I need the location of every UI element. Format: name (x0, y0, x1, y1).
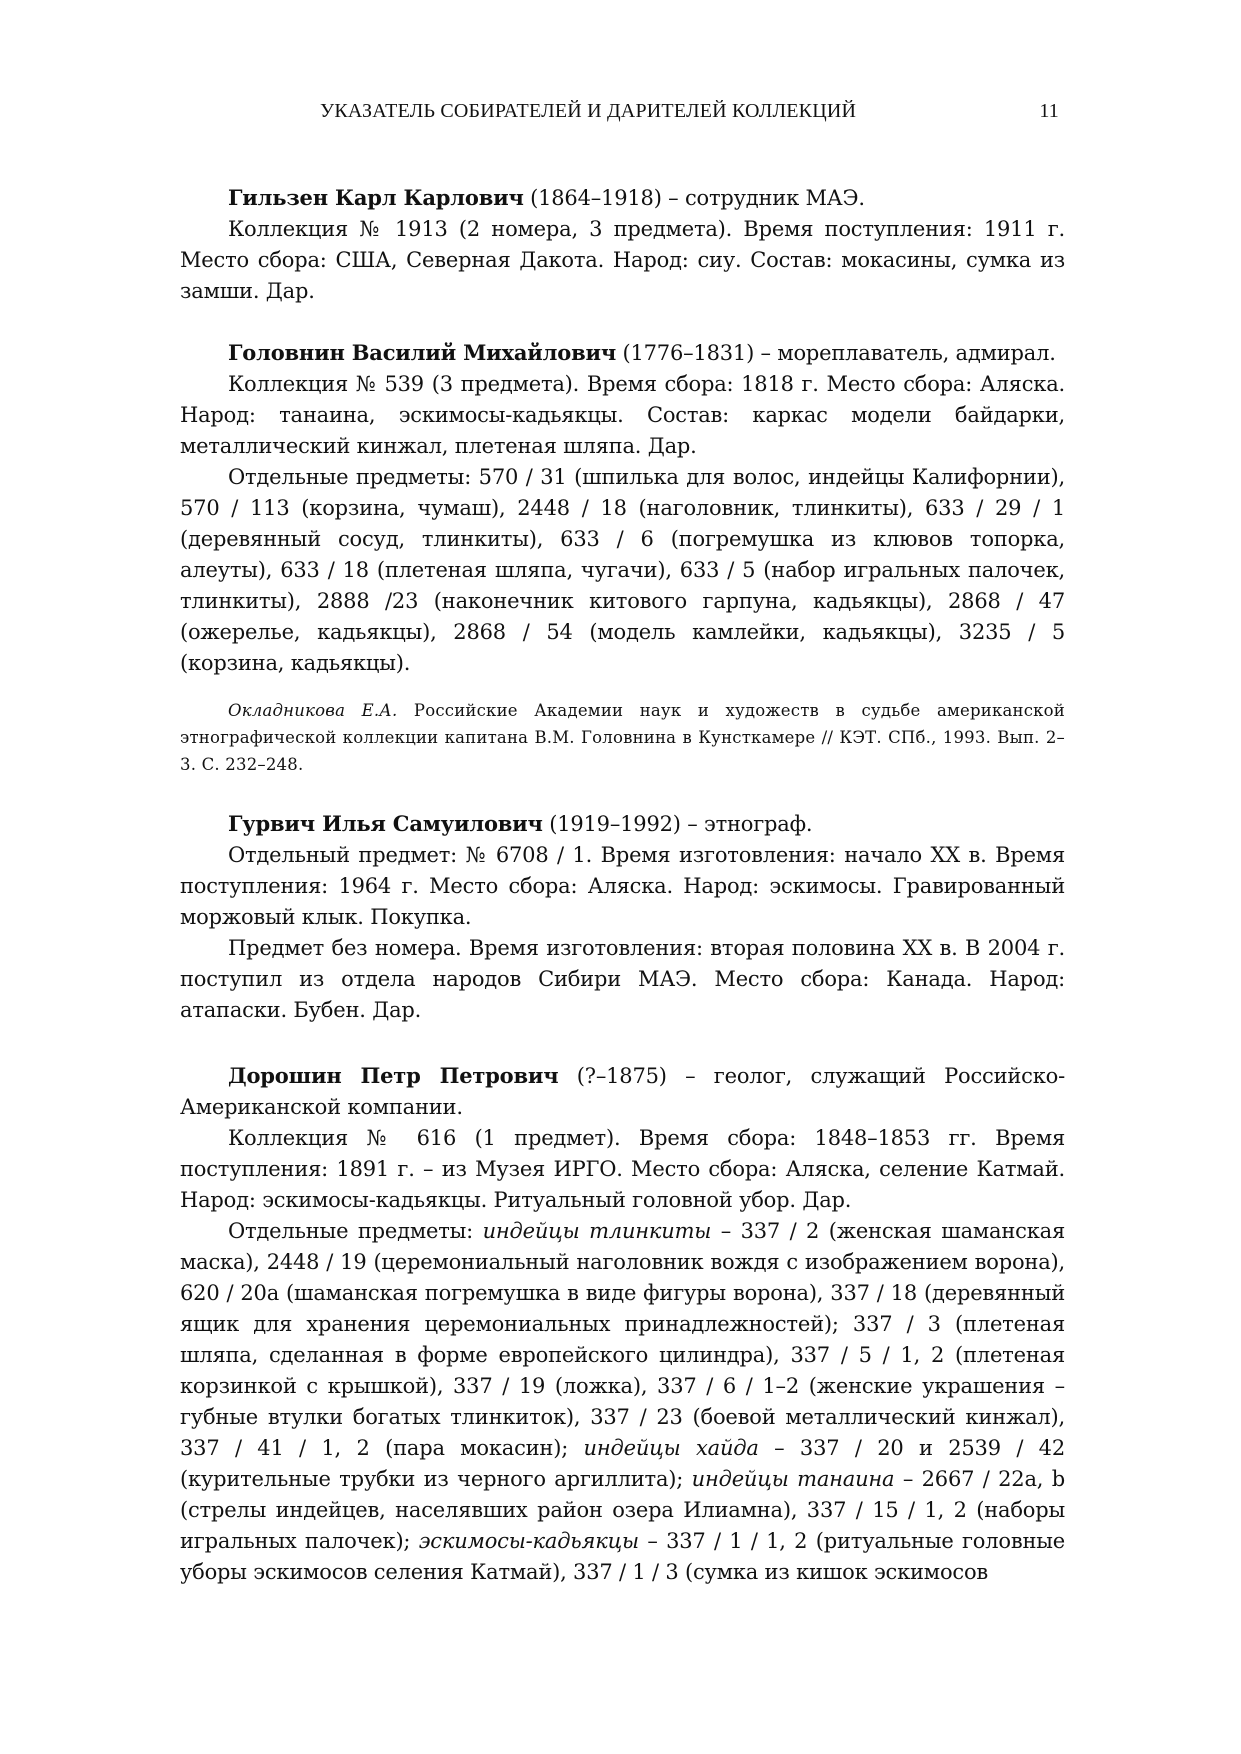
collector-name: Головнин Василий Михайлович (228, 340, 617, 365)
collector-description: (1864–1918) – сотрудник МАЭ. (523, 186, 865, 210)
items-text: – 337 / 1 / 1, 2 (ритуальные головные уборы эскимосов селения Катмай), 337 / 1 / 3 (сумка из кишок эскимосов (180, 1529, 1065, 1584)
page-number: 11 (1039, 100, 1059, 122)
entry-heading (180, 1060, 1065, 1123)
bibliographic-reference (180, 697, 1065, 778)
entry-paragraph: Коллекция № 616 (1 предмет). Время сбора: 1848–1853 гг. Время поступления: 1891 г. – из Музея ИРГО. Место сбора: Аляска, селение Катмай. Народ: эскимосы-кадьякцы. Ритуальный головной убор. Дар. (180, 1126, 1065, 1212)
items-text: – 337 / 2 (женская шаманская маска), 2448 / 19 (церемониальный наголовник вождя с изображением ворона), 620 / 20а (шаманская погремушка в виде фигуры ворона), 337 / 18 (деревянный ящик для хранения церемониальных принадлежностей); 337 / 3 (плетеная шляпа, сделанная в форме европейского цилиндра), 337 / 5 / 1, 2 (плетеная корзинкой с крышкой), 337 / 19 (ложка), 337 / 6 / 1–2 (женские украшения – губные втулки богатых тлинкиток), 337 / 23 (боевой металлический кинжал), 337 / 41 / 1, 2 (пара мокасин); (180, 1219, 1065, 1460)
running-title: УКАЗАТЕЛЬ СОБИРАТЕЛЕЙ И ДАРИТЕЛЕЙ КОЛЛЕКЦИЙ (320, 100, 857, 122)
entry-paragraph: Предмет без номера. Время изготовления: вторая половина XX в. В 2004 г. поступил из отдела народов Сибири МАЭ. Место сбора: Канада. Народ: атапаски. Бубен. Дар. (180, 936, 1065, 1022)
items-text: – 2667 / 22а, b (стрелы индейцев, населявших район озера Илиамна), 337 / 15 / 1, 2 (наборы игральных палочек); (180, 1467, 1065, 1553)
people-label: индейцы танаина (691, 1467, 895, 1491)
running-head (180, 100, 1065, 130)
index-entry-doroshin (180, 1060, 1065, 1588)
index-body (180, 182, 1065, 1618)
entry-paragraph: Отдельный предмет: № 6708 / 1. Время изготовления: начало XX в. Время поступления: 1964 г. Место сбора: Аляска. Народ: эскимосы. Гравированный моржовый клык. Покупка. (180, 843, 1065, 929)
reference-text: Российские Академии наук и художеств в судьбе американской этнографической коллекции капитана В.М. Головнина в Кунсткамере // КЭТ. СПб., 1993. Вып. 2–3. С. 232–248. (180, 701, 1065, 774)
reference-author: Окладникова Е.А. (228, 701, 398, 720)
book-page (180, 0, 1065, 1754)
index-entry-golovnin (180, 337, 1065, 778)
index-entry-gurvich (180, 808, 1065, 1026)
collector-name: Дорошин Петр Петрович (228, 1063, 559, 1088)
entry-paragraph-items (180, 1216, 1065, 1588)
people-label: индейцы тлинкиты (482, 1219, 712, 1243)
people-label: эскимосы-кадьякцы (418, 1529, 639, 1553)
collector-name: Гильзен Карл Карлович (228, 185, 524, 210)
entry-heading (180, 337, 1065, 369)
people-label: индейцы хайда (583, 1436, 759, 1460)
entry-paragraph: Коллекция № 539 (3 предмета). Время сбора: 1818 г. Место сбора: Аляска. Народ: танаина, эскимосы-кадьякцы. Состав: каркас модели байдарки, металлический кинжал, плетеная шляпа. Дар. (180, 372, 1065, 458)
entry-heading (180, 808, 1065, 840)
collector-description: (?–1875) – геолог, служащий Российско-Американской компании. (180, 1064, 1065, 1119)
items-lead: Отдельные предметы: (228, 1219, 483, 1243)
collector-description: (1919–1992) – этнограф. (542, 812, 813, 836)
items-text: – 337 / 20 и 2539 / 42 (курительные трубки из черного аргиллита); (180, 1436, 1065, 1491)
entry-paragraph: Коллекция № 1913 (2 номера, 3 предмета). Время поступления: 1911 г. Место сбора: США, Северная Дакота. Народ: сиу. Состав: мокасины, сумка из замши. Дар. (180, 217, 1065, 303)
collector-description: (1776–1831) – мореплаватель, адмирал. (616, 341, 1056, 365)
entry-paragraph: Отдельные предметы: 570 / 31 (шпилька для волос, индейцы Калифорнии), 570 / 113 (корзина, чумаш), 2448 / 18 (наголовник, тлинкиты), 633 / 29 / 1 (деревянный сосуд, тлинкиты), 633 / 6 (погремушка из клювов топорка, алеуты), 633 / 18 (плетеная шляпа, чугачи), 633 / 5 (набор игральных палочек, тлинкиты), 2888 /23 (наконечник китового гарпуна, кадьякцы), 2868 / 47 (ожерелье, кадьякцы), 2868 / 54 (модель камлейки, кадьякцы), 3235 / 5 (корзина, кадьякцы). (180, 465, 1065, 675)
entry-heading (180, 182, 1065, 214)
index-entry-gilzen (180, 182, 1065, 307)
collector-name: Гурвич Илья Самуилович (228, 811, 543, 836)
